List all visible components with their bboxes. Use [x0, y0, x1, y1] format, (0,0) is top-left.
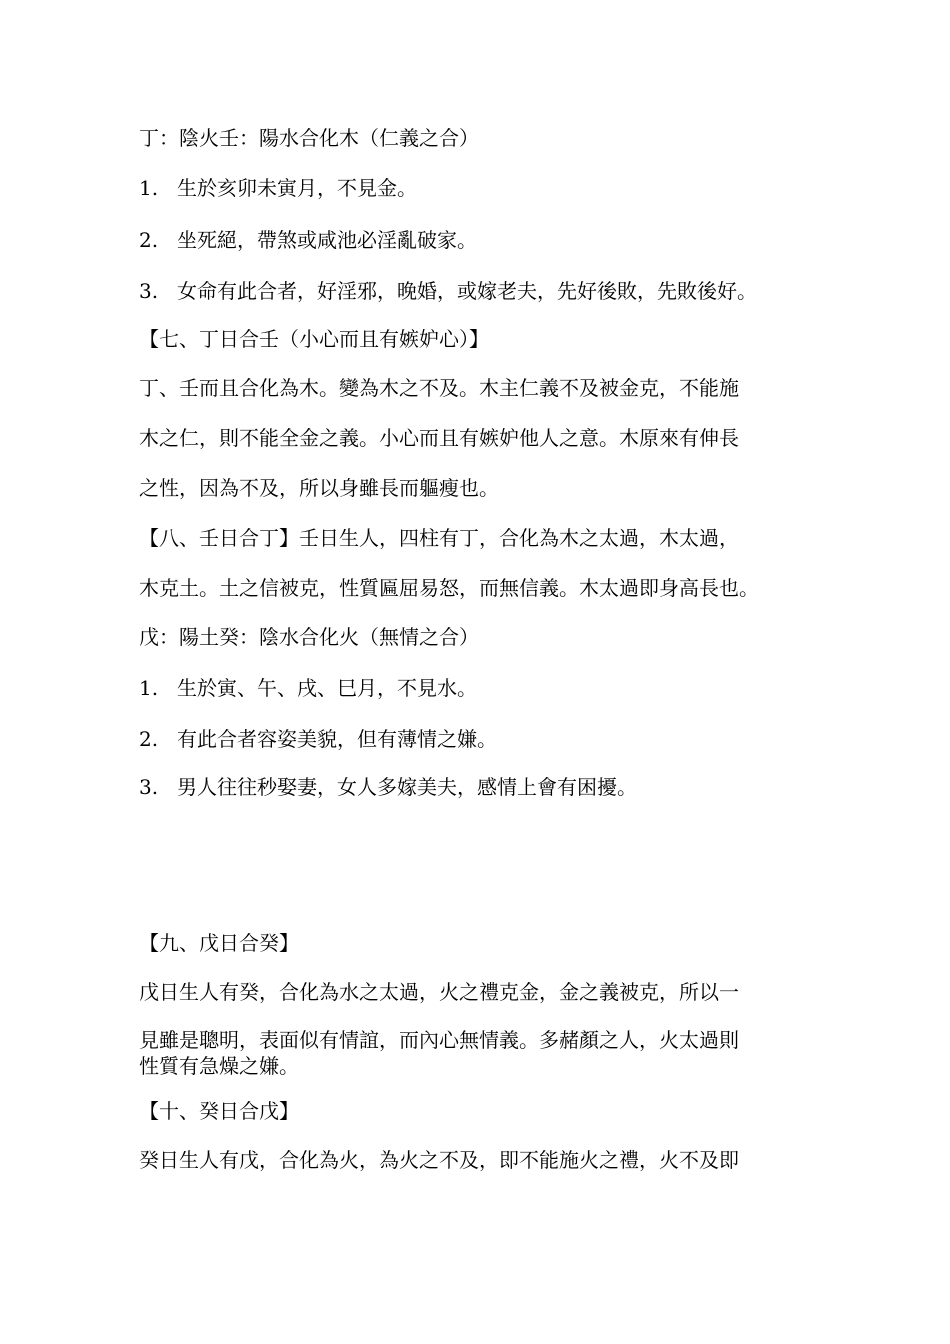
section-heading: 丁：陰火壬：陽水合化木（仁義之合） [139, 126, 479, 150]
paragraph-line: 之性，因為不及，所以身雖長而軀瘦也。 [139, 476, 499, 500]
paragraph-line: 【八、壬日合丁】壬日生人，四柱有丁，合化為木之太過，木太過， [139, 526, 739, 550]
list-text: 坐死絕，帶煞或咸池必淫亂破家。 [177, 228, 477, 252]
list-number: 2. [139, 228, 159, 252]
list-text: 女命有此合者，好淫邪，晚婚，或嫁老夫，先好後敗，先敗後好。 [177, 279, 757, 303]
list-item [139, 676, 477, 700]
list-text: 有此合者容姿美貌，但有薄情之嫌。 [177, 727, 497, 751]
section-heading: 【九、戊日合癸】 [139, 931, 299, 955]
list-item [139, 279, 757, 303]
list-item [139, 775, 637, 799]
list-text: 生於寅、午、戌、巳月，不見水。 [177, 676, 477, 700]
list-number: 3. [139, 279, 159, 303]
section-heading: 【十、癸日合戊】 [139, 1099, 299, 1123]
list-number: 2. [139, 727, 159, 751]
list-item [139, 176, 417, 200]
list-number: 3. [139, 775, 159, 799]
paragraph-line: 木克土。土之信被克，性質匾屈易怒，而無信義。木太過即身高長也。 [139, 576, 759, 600]
paragraph-line: 癸日生人有戊，合化為火，為火之不及，即不能施火之禮，火不及即 [139, 1148, 739, 1172]
list-text: 生於亥卯未寅月，不見金。 [177, 176, 417, 200]
list-item [139, 727, 497, 751]
section-heading: 戊：陽土癸：陰水合化火（無情之合） [139, 625, 479, 649]
list-text: 男人往往秒娶妻，女人多嫁美夫，感情上會有困擾。 [177, 775, 637, 799]
paragraph-line: 性質有急燥之嫌。 [139, 1054, 299, 1078]
paragraph-line: 丁、壬而且合化為木。變為木之不及。木主仁義不及被金克，不能施 [139, 376, 739, 400]
list-number: 1. [139, 176, 159, 200]
paragraph-line: 木之仁，則不能全金之義。小心而且有嫉妒他人之意。木原來有伸長 [139, 426, 739, 450]
list-number: 1. [139, 676, 159, 700]
paragraph-line: 戊日生人有癸，合化為水之太過，火之禮克金，金之義被克，所以一 [139, 980, 739, 1004]
list-item [139, 228, 477, 252]
paragraph-line: 見雖是聰明，表面似有情誼，而內心無情義。多赭顏之人，火太過則 [139, 1028, 739, 1052]
section-heading: 【七、丁日合壬（小心而且有嫉妒心）】 [139, 327, 489, 351]
